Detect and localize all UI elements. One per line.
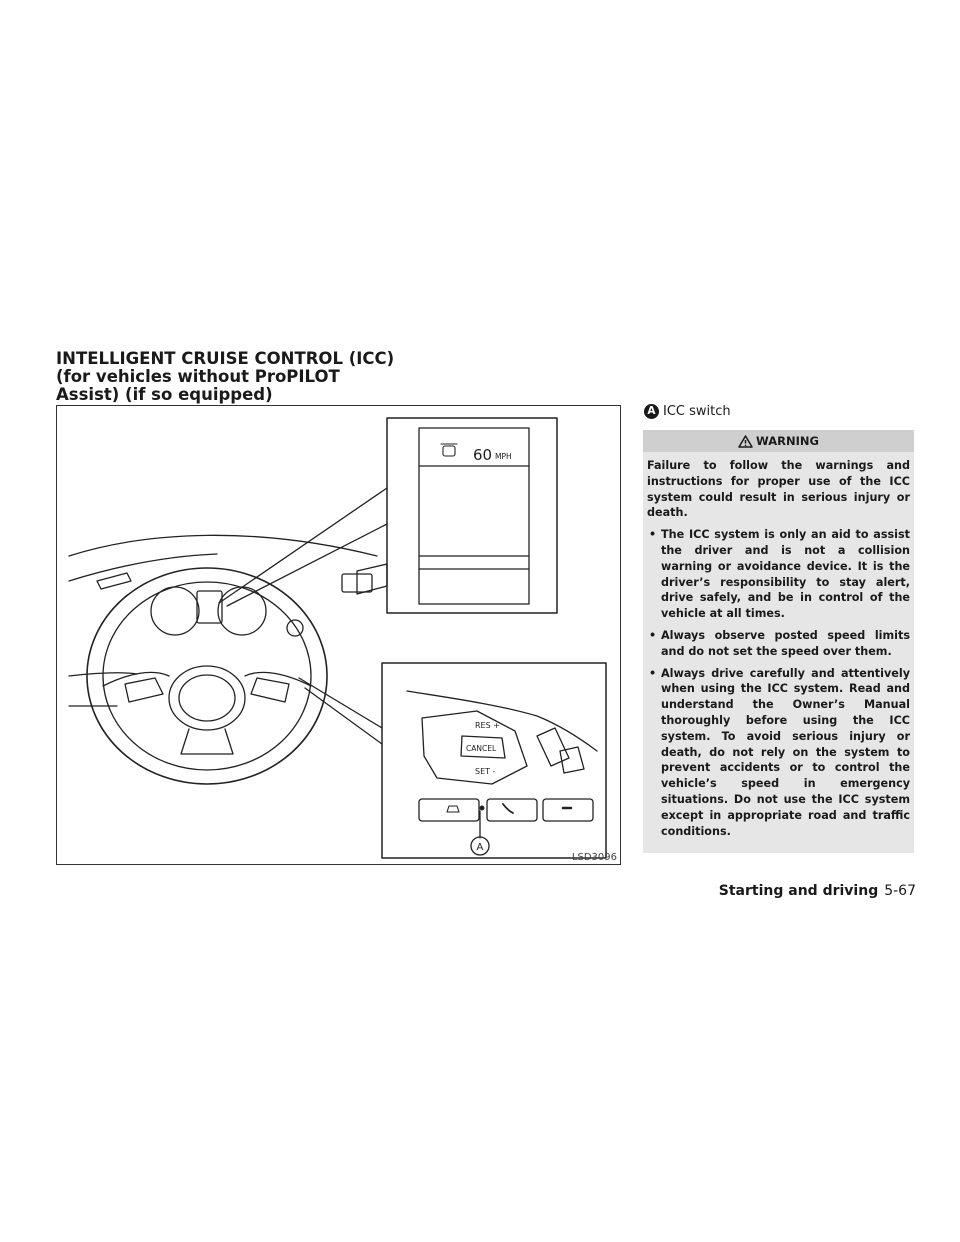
left-air-vent <box>97 573 131 589</box>
figure-code: LSD3096 <box>571 852 617 863</box>
display-speed-unit: MPH <box>495 452 512 461</box>
steering-wheel-drawing <box>57 406 622 866</box>
callout-marker: A <box>644 404 659 419</box>
section-title-line-1: INTELLIGENT CRUISE CONTROL (ICC) <box>56 349 395 368</box>
cancel-label: CANCEL <box>466 744 497 753</box>
warning-header <box>643 430 914 452</box>
set-label: SET - <box>475 767 496 776</box>
callout-text: ICC switch <box>663 404 731 419</box>
warning-heading: WARNING <box>756 434 819 448</box>
page-number: 5-67 <box>884 883 916 899</box>
warning-intro: Failure to follow the warnings and instructions for proper use of the ICC system could result in serious injury or death. <box>647 459 910 520</box>
warning-box <box>643 430 914 853</box>
warning-bullet: • Always observe posted speed limits and do not set the speed over them. <box>647 628 910 660</box>
left-gauge <box>151 587 199 635</box>
marker-a-label: A <box>476 842 484 853</box>
steering-wheel-rim <box>87 568 327 784</box>
section-title-line-2: (for vehicles without ProPILOT <box>56 367 340 386</box>
section-title-line-3: Assist) (if so equipped) <box>56 385 273 404</box>
display-speed-value: 60 <box>473 446 493 464</box>
display-inset <box>387 418 557 613</box>
icc-display-icon <box>441 444 457 456</box>
res-label: RES + <box>475 721 500 730</box>
callout-a <box>644 404 731 419</box>
footer-section: Starting and driving <box>718 883 879 899</box>
warning-bullet: • Always drive carefully and attentively when using the ICC system. Read and understand the Owner’s Manual thoroughly before using the ICC system. To avoid serious injury or death, do not rely on the system to prevent accidents or to control the vehicle’s speed in emergency situations. Do not use the ICC system except in appropriate road and traffic conditions. <box>647 666 910 840</box>
warning-list <box>647 527 910 839</box>
right-switch-pad <box>251 678 289 702</box>
warning-icon <box>738 435 753 448</box>
icc-switch-drawing <box>419 799 479 821</box>
warning-body <box>643 452 914 839</box>
section-title <box>56 349 395 404</box>
right-gauge <box>218 587 266 635</box>
icc-switch-illustration <box>56 405 621 865</box>
left-switch-pad <box>125 678 163 702</box>
warning-bullet: • The ICC system is only an aid to assist the driver and is not a collision warning or avoidance device. It is the driver’s responsibility to stay alert, drive safely, and be in control of the vehicle at all times. <box>647 527 910 622</box>
page-footer <box>700 883 916 899</box>
